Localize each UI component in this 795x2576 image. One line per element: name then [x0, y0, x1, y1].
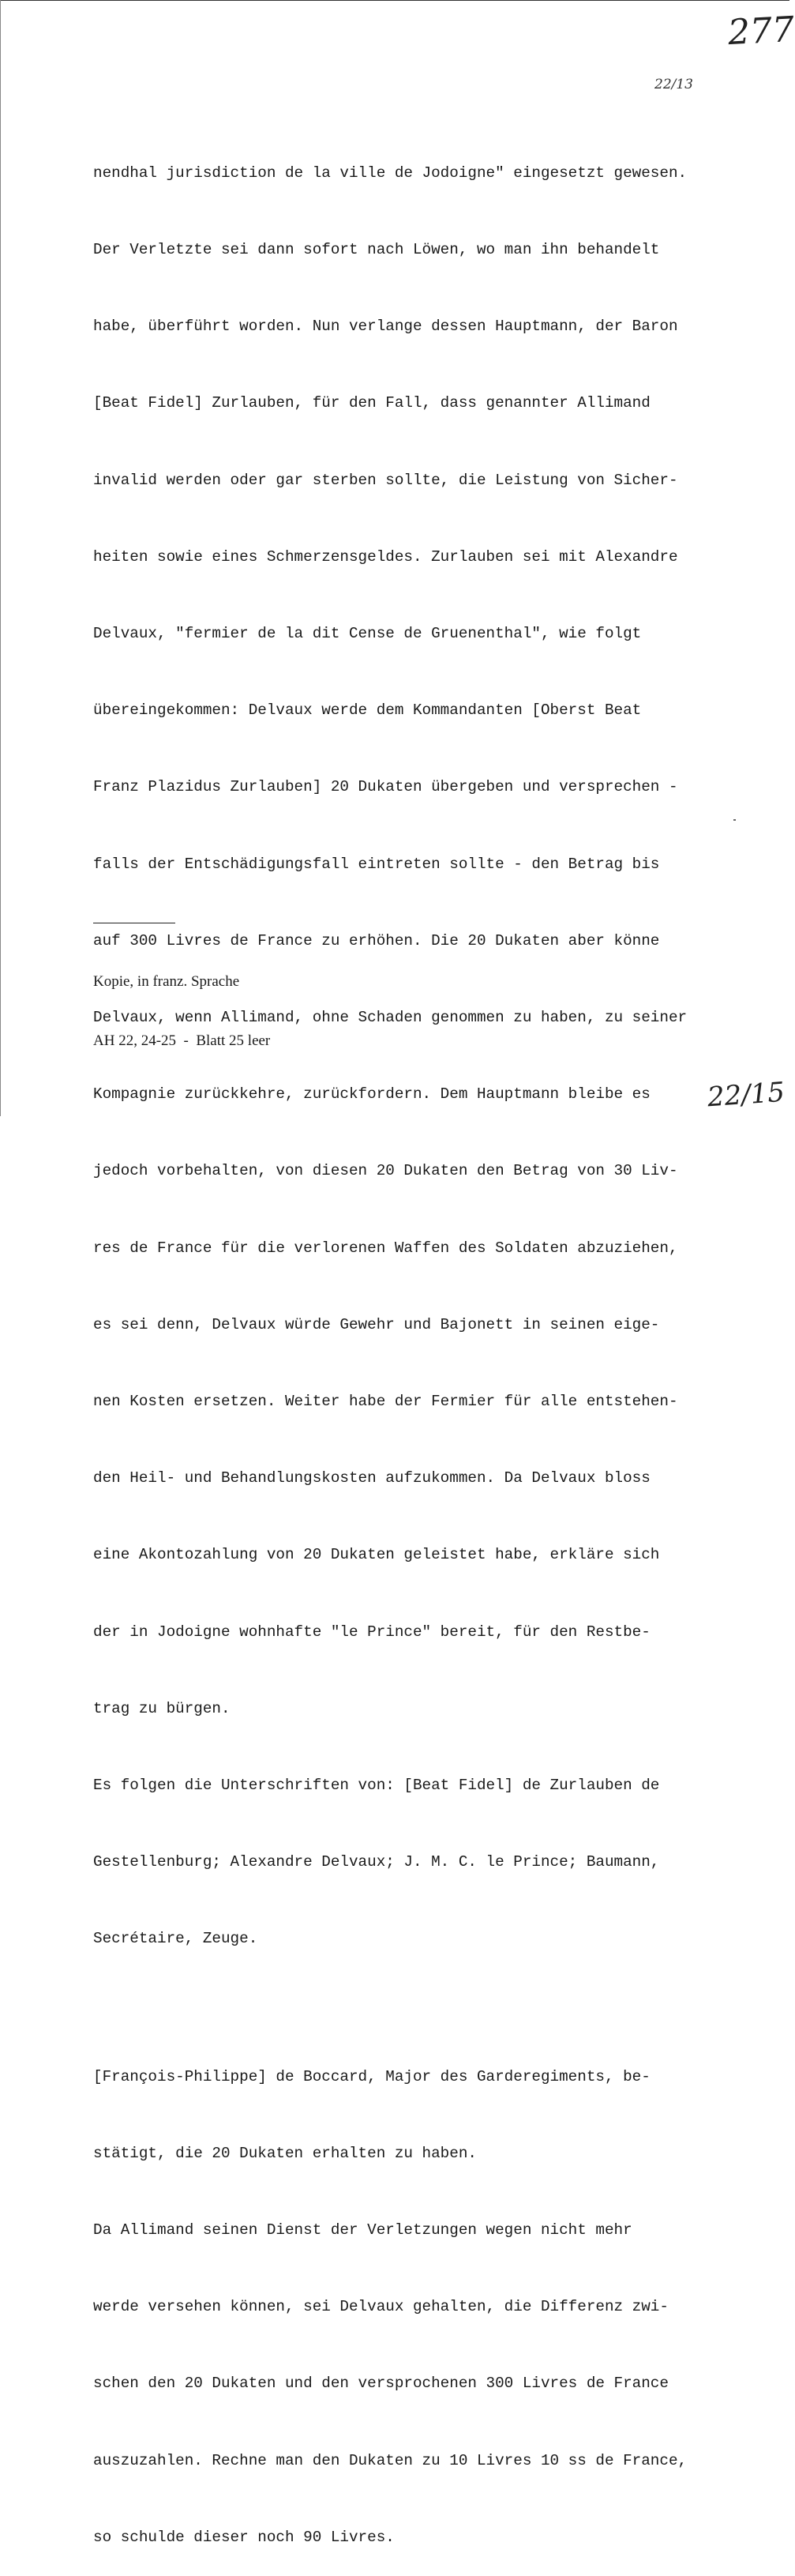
page-reference: 22/13 [654, 77, 693, 92]
body-line: invalid werden oder gar sterben sollte, die Leistung von Sicher- [93, 471, 678, 489]
body-line: res de France für die verlorenen Waffen des Soldaten abzuziehen, [93, 1239, 678, 1257]
handwritten-page-number: 277 [726, 9, 795, 54]
body-line: so schulde dieser noch 90 Livres. [93, 2528, 395, 2546]
footnote [93, 932, 270, 1070]
body-line: heiten sowie eines Schmerzensgeldes. Zurlauben sei mit Alexandre [93, 547, 678, 566]
body-line: Gestellenburg; Alexandre Delvaux; J. M. C. le Prince; Baumann, [93, 1853, 660, 1871]
body-line: Da Allimand seinen Dienst der Verletzungen wegen nicht mehr [93, 2221, 632, 2239]
handwritten-folio-number: 22/15 [706, 1076, 786, 1114]
footnote-line: AH 22, 24-25 - Blatt 25 leer [93, 1032, 271, 1049]
body-line: eine Akontozahlung von 20 Dukaten geleistet habe, erkläre sich [93, 1546, 660, 1564]
body-line: Kompagnie zurückkehre, zurückfordern. Dem Hauptmann bleibe es [93, 1085, 651, 1104]
body-line: Secrétaire, Zeuge. [93, 1930, 258, 1948]
body-line: auszuzahlen. Rechne man den Dukaten zu 10 Livres 10 ss de France, [93, 2451, 688, 2469]
body-line: jedoch vorbehalten, von diesen 20 Dukaten den Betrag von 30 Liv- [93, 1162, 678, 1180]
body-line: übereingekommen: Delvaux werde dem Kommandanten [Oberst Beat [93, 701, 642, 720]
body-line: [Beat Fidel] Zurlauben, für den Fall, dass genannter Allimand [93, 394, 651, 412]
body-line: den Heil- und Behandlungskosten aufzukommen. Da Delvaux bloss [93, 1469, 651, 1487]
body-line: habe, überführt worden. Nun verlange dessen Hauptmann, der Baron [93, 318, 678, 336]
body-line: [François-Philippe] de Boccard, Major des Garderegiments, be- [93, 2067, 651, 2085]
body-line: falls der Entschädigungsfall eintreten sollte - den Betrag bis [93, 855, 660, 873]
page-left-edge [0, 0, 1, 1116]
body-line: Franz Plazidus Zurlauben] 20 Dukaten übergeben und versprechen - [93, 778, 678, 796]
body-line: Delvaux, "fermier de la dit Cense de Gruenenthal", wie folgt [93, 625, 642, 643]
body-line: es sei denn, Delvaux würde Gewehr und Bajonett in seinen eige- [93, 1315, 660, 1333]
body-line: Delvaux, wenn Allimand, ohne Schaden genommen zu haben, zu seiner [93, 1009, 688, 1027]
body-line: der in Jodoigne wohnhafte "le Prince" bereit, für den Restbe- [93, 1623, 651, 1641]
scan-speck [733, 819, 736, 821]
body-line: Es folgen die Unterschriften von: [Beat Fidel] de Zurlauben de [93, 1777, 660, 1795]
body-line: auf 300 Livres de France zu erhöhen. Die 20 Dukaten aber könne [93, 931, 660, 950]
footnote-line: Kopie, in franz. Sprache [93, 973, 240, 990]
body-line: nen Kosten ersetzen. Weiter habe der Fermier für alle entstehen- [93, 1393, 678, 1411]
body-line: nendhal jurisdiction de la ville de Jodoigne" eingesetzt gewesen. [93, 164, 688, 182]
body-line: trag zu bürgen. [93, 1699, 231, 1717]
body-line: Der Verletzte sei dann sofort nach Löwen, wo man ihn behandelt [93, 241, 660, 259]
body-line: schen den 20 Dukaten und den versprochenen 300 Livres de France [93, 2375, 669, 2393]
page-top-edge [0, 0, 789, 1]
paragraph-gap [93, 2003, 741, 2013]
body-line: stätigt, die 20 Dukaten erhalten zu haben. [93, 2144, 477, 2162]
document-body [93, 109, 741, 2576]
body-line: werde versehen können, sei Delvaux gehalten, die Differenz zwi- [93, 2298, 669, 2316]
